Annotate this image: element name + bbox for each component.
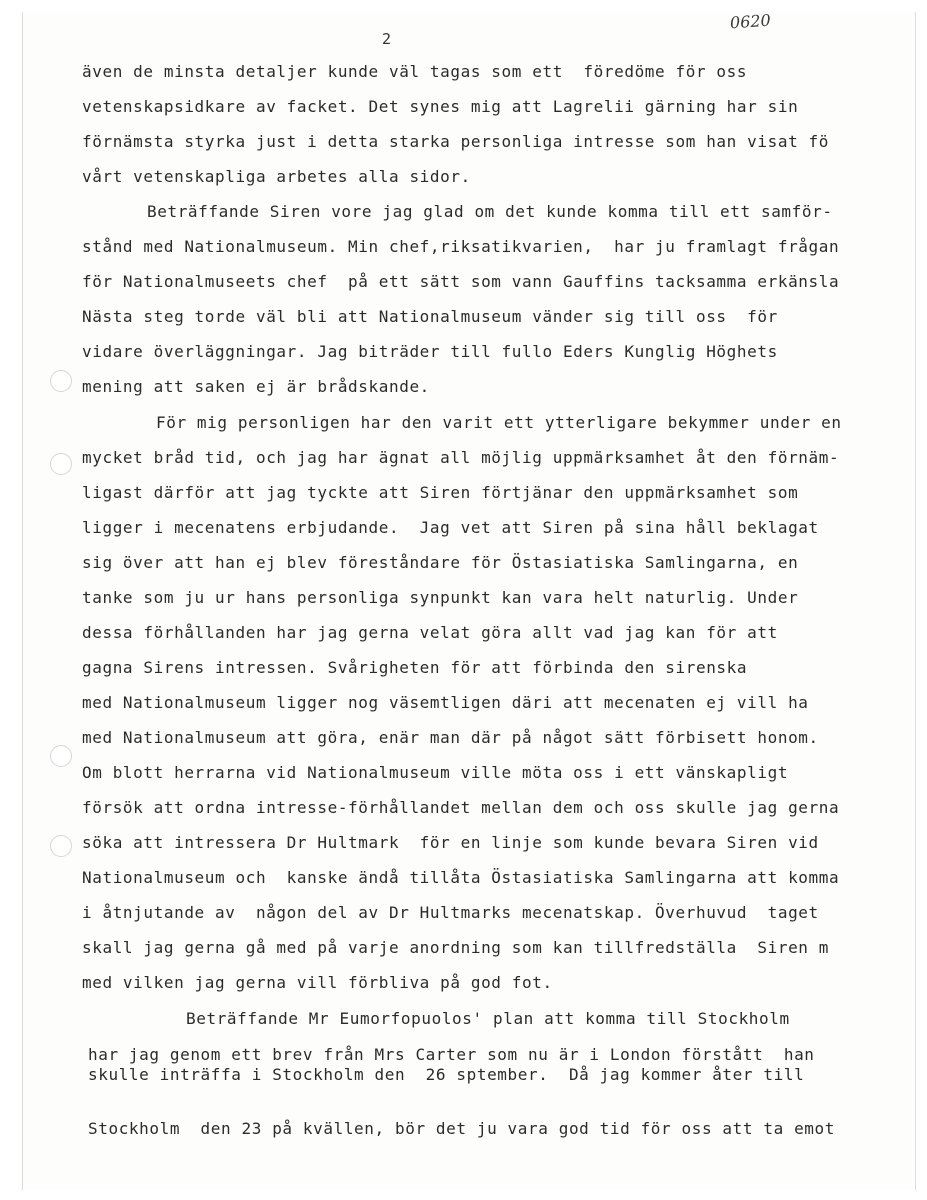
text-line: Om blott herrarna vid Nationalmuseum ville möta oss i ett vänskapligt (82, 763, 789, 782)
text-line: gagna Sirens intressen. Svårigheten för att förbinda den sirenska (82, 658, 748, 677)
text-line: vetenskapsidkare av facket. Det synes mig att Lagrelii gärning har sin (82, 97, 799, 116)
text-line: även de minsta detaljer kunde väl tagas som ett föredöme för oss (82, 62, 748, 81)
text-line: Nästa steg torde väl bli att Nationalmuseum vänder sig till oss för (82, 307, 778, 326)
text-line: i åtnjutande av någon del av Dr Hultmarks mecenatskap. Överhuvud taget (82, 903, 819, 922)
text-line: stånd med Nationalmuseum. Min chef,riksatikvarien, har ju framlagt frågan (82, 237, 840, 256)
text-line: För mig personligen har den varit ett ytterligare bekymmer under en (156, 413, 842, 432)
text-line: med Nationalmuseum att göra, enär man där på något sätt förbisett honom. (82, 728, 819, 747)
text-line: sig över att han ej blev föreståndare för Östasiatiska Samlingarna, en (82, 553, 799, 572)
text-line: vidare överläggningar. Jag biträder till fullo Eders Kunglig Höghets (82, 342, 778, 361)
text-line: med vilken jag gerna vill förbliva på god fot. (82, 973, 553, 992)
text-line: söka att intressera Dr Hultmark för en linje som kunde bevara Siren vid (82, 833, 819, 852)
text-line: dessa förhållanden har jag gerna velat göra allt vad jag kan för att (82, 623, 778, 642)
punch-hole (50, 745, 72, 767)
page-number: 2 (382, 30, 392, 48)
text-line: skall jag gerna gå med på varje anordning som kan tillfredställa Siren m (82, 938, 829, 957)
punch-hole (50, 835, 72, 857)
archive-number: 0620 (729, 10, 772, 33)
text-line: Nationalmuseum och kanske ändå tillåta Östasiatiska Samlingarna att komma (82, 868, 840, 887)
text-line: tanke som ju ur hans personliga synpunkt kan vara helt naturlig. Under (82, 588, 799, 607)
text-line: mening att saken ej är brådskande. (82, 377, 430, 396)
text-line: vårt vetenskapliga arbetes alla sidor. (82, 167, 471, 186)
text-line: Beträffande Siren vore jag glad om det kunde komma till ett samför- (147, 202, 833, 221)
text-line: förnämsta styrka just i detta starka personliga intresse som han visat fö (82, 132, 829, 151)
text-line: för Nationalmuseets chef på ett sätt som vann Gauffins tacksamma erkänsla (82, 272, 840, 291)
text-line: mycket bråd tid, och jag har ägnat all möjlig uppmärksamhet åt den förnäm- (82, 448, 840, 467)
text-line: med Nationalmuseum ligger nog väsemtligen däri att mecenaten ej vill ha (82, 693, 809, 712)
text-line: försök att ordna intresse-förhållandet mellan dem och oss skulle jag gerna (82, 798, 840, 817)
text-line: Stockholm den 23 på kvällen, bör det ju vara god tid för oss att ta emot (88, 1119, 835, 1138)
punch-hole (50, 370, 72, 392)
text-line: skulle inträffa i Stockholm den 26 sptember. Då jag kommer åter till (88, 1065, 805, 1084)
text-line: ligast därför att jag tyckte att Siren förtjänar den uppmärksamhet som (82, 483, 799, 502)
text-line: ligger i mecenatens erbjudande. Jag vet att Siren på sina håll beklagat (82, 518, 819, 537)
text-line: Beträffande Mr Eumorfopuolos' plan att komma till Stockholm (186, 1009, 790, 1028)
text-line: har jag genom ett brev från Mrs Carter som nu är i London förstått han (88, 1045, 815, 1064)
punch-hole (50, 453, 72, 475)
